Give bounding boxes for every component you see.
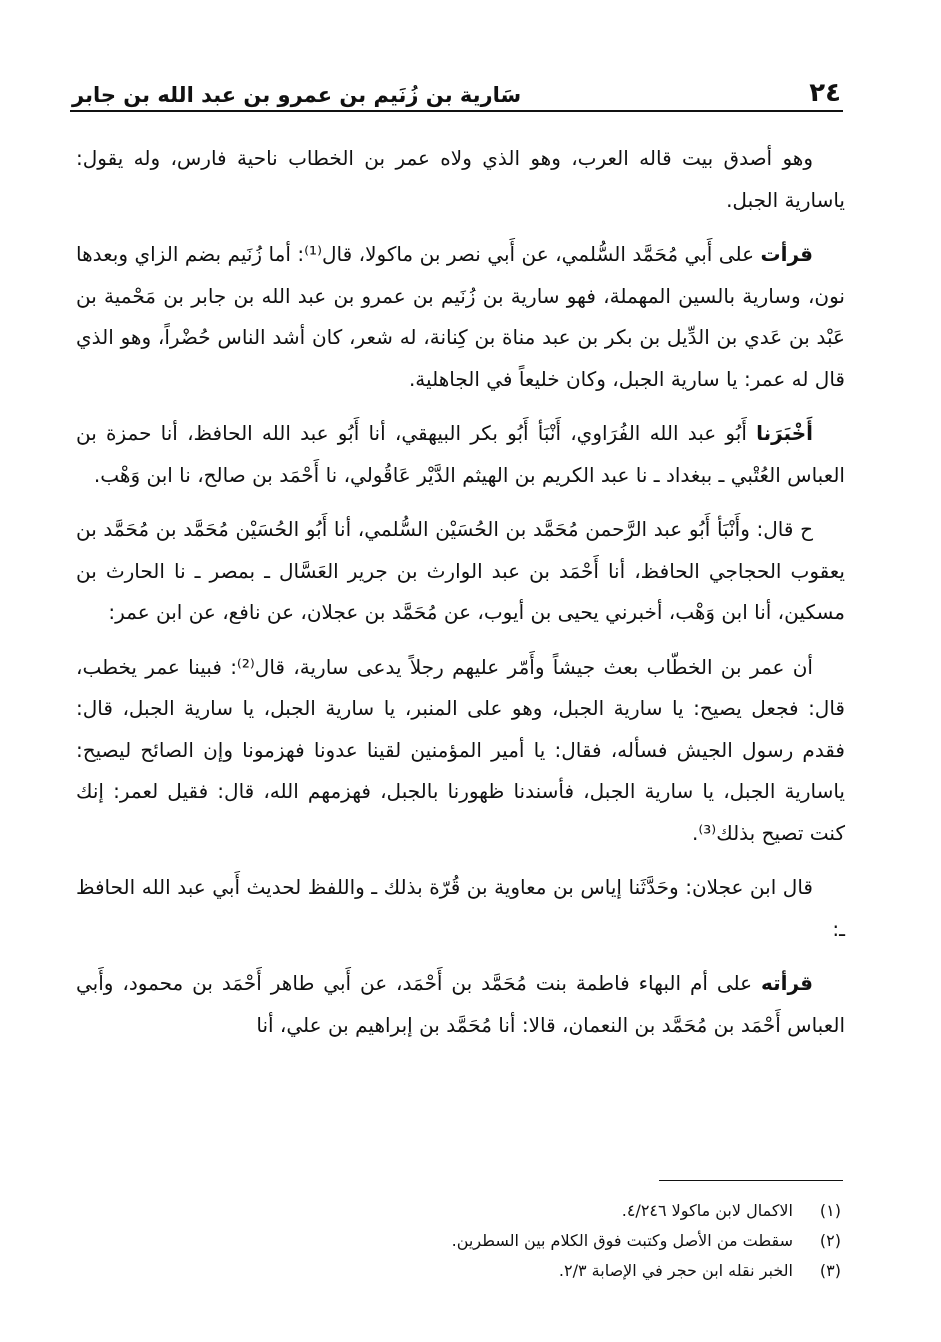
footnote-number: (١) (819, 1201, 841, 1220)
paragraph (76, 413, 845, 496)
page-number: ٢٤ (809, 78, 841, 108)
main-text (76, 138, 845, 1059)
paragraph-text: قال ابن عجلان: وحَدَّثَنا إياس بن معاوية بن قُرّة بذلك ـ واللفظ لحديث أَبي عبد الله الحافظ ـ: (76, 875, 845, 941)
paragraph-text: أَبُو عبد الله الفُرَاوي، أَنْبَأ أَبُو بكر البيهقي، أنا أَبُو عبد الله الحافظ، أنا حمزة بن العباس العُتْبي ـ ببغداد ـ نا عبد الكريم بن الهيثم الدَّيْر عَاقُولي، نا أَحْمَد بن صالح، نا ابن وَهْب. (76, 421, 845, 487)
paragraph (76, 138, 845, 221)
footnote-divider (659, 1180, 843, 1181)
footnote-number: (٣) (819, 1261, 841, 1280)
footnote (101, 1256, 841, 1286)
paragraph-lead: أَخْبَرَنا (756, 421, 813, 445)
footnote-text: الخبر نقله ابن حجر في الإصابة ٢/٣. (558, 1261, 793, 1280)
footnote (101, 1226, 841, 1256)
paragraph (76, 509, 845, 634)
paragraph-lead: قرأت (760, 242, 813, 266)
footnote-text: سقطت من الأصل وكتبت فوق الكلام بين السطرين. (451, 1231, 793, 1250)
paragraph (76, 963, 845, 1046)
paragraph (76, 234, 845, 400)
running-title: سَارية بن زُنَيم بن عمرو بن عبد الله بن جابر (72, 83, 522, 107)
paragraph-lead: قرأته (760, 971, 813, 995)
footnote-number: (٢) (819, 1231, 841, 1250)
paragraph (76, 647, 845, 855)
footnotes (101, 1196, 841, 1286)
footnote (101, 1196, 841, 1226)
footnote-text: الاكمال لابن ماكولا ٤/٢٤٦. (621, 1201, 793, 1220)
paragraph-text: أن عمر بن الخطّاب بعث جيشاً وأَمّر عليهم رجلاً يدعى سارية، قال⁽²⁾: فبينا عمر يخطب، قال: فجعل يصيح: يا سارية الجبل، وهو على المنبر، يا سارية الجبل، يا سارية الجبل، قال: فقدم رسول الجيش فسأله، فقال: يا أمير المؤمنين لقينا عدونا فهزمونا وإن الصائح ليصيح: ياسارية الجبل، يا سارية الجبل، فأسندنا ظهورنا بالجبل، فهزمهم الله، قال: فقيل لعمر: إنك كنت تصيح بذلك⁽³⁾. (76, 654, 845, 845)
paragraph-text: ح قال: وأَنْبَأ أَبُو عبد الرَّحمن مُحَمَّد بن الحُسَيْن السُّلمي، أنا أَبُو الحُسَيْن مُحَمَّد بن مُحَمَّد بن يعقوب الحجاجي الحافظ، أنا أَحْمَد بن عبد الوارث بن جرير العَسَّال ـ بمصر ـ نا الحارث بن مسكين، أنا ابن وَهْب، أخبرني يحيى بن أيوب، عن مُحَمَّد بن عجلان، عن نافع، عن ابن عمر: (76, 517, 845, 624)
paragraph-text: على أَبي مُحَمَّد السُّلمي، عن أَبي نصر بن ماكولا، قال⁽¹⁾: أما زُنَيم بضم الزاي وبعدها نون، وسارية بالسين المهملة، فهو سارية بن زُنَيم بن عمرو بن عبد الله بن جابر بن مَحْمية بن عَبْد بن عَدي بن الدِّيل بن بكر بن عبد مناة بن كِنانة، له شعر، كان أشد الناس حُضْراً، وهو الذي قال له عمر: يا سارية الجبل، وكان خليعاً في الجاهلية. (76, 242, 845, 391)
paragraph-text: على أم البهاء فاطمة بنت مُحَمَّد بن أَحْمَد، عن أَبي طاهر أَحْمَد بن محمود، وأَبي العباس أَحْمَد بن مُحَمَّد بن النعمان، قالا: أنا مُحَمَّد بن إبراهيم بن علي، أنا (76, 971, 845, 1037)
paragraph-text: وهو أصدق بيت قاله العرب، وهو الذي ولاه عمر بن الخطاب ناحية فارس، وله يقول: ياسارية الجبل. (76, 146, 845, 212)
page-header (70, 66, 843, 112)
paragraph (76, 867, 845, 950)
